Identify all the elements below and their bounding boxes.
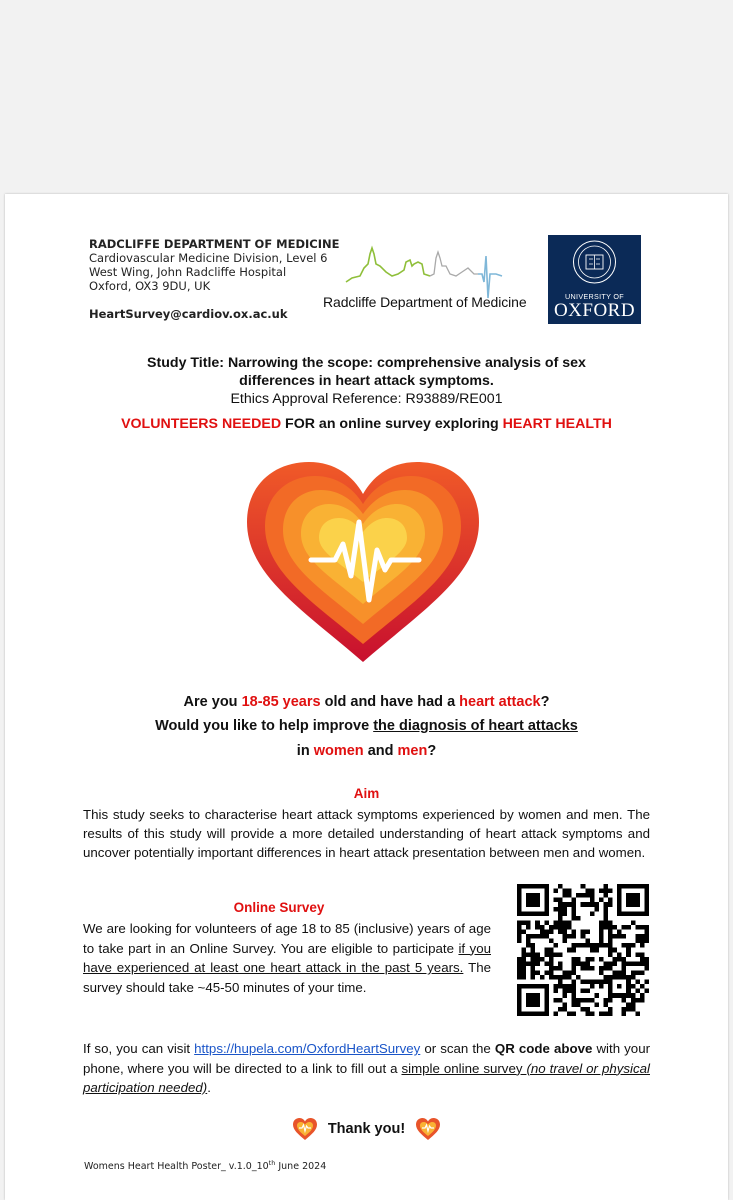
thank-you-text: Thank you! [327, 1120, 406, 1137]
oxford-line2: OXFORD [553, 300, 636, 321]
q-text: old and have had a [320, 694, 460, 710]
instructions-text [83, 1039, 650, 1098]
rdm-logo-text: Radcliffe Department of Medicine [323, 294, 527, 310]
department-name: RADCLIFFE DEPARTMENT OF MEDICINE [89, 237, 340, 251]
instr-part: If so, you can visit [83, 1041, 195, 1056]
online-survey-heading: Online Survey [233, 900, 325, 915]
q-text: ? [540, 694, 550, 710]
qr-code-text: QR code above [494, 1041, 593, 1056]
instr-part: with your phone, where you will be directed to a link to fill out a [83, 1041, 651, 1076]
survey-text-part: The survey should take ~45-50 minutes of your time. [83, 960, 491, 995]
poster-page [5, 194, 728, 1200]
qr-code-icon[interactable] [517, 884, 649, 1016]
oxford-crest-icon [548, 235, 641, 291]
men-text: men [397, 743, 428, 759]
women-text: women [313, 743, 364, 759]
small-heart-icon [415, 1117, 441, 1141]
survey-text [83, 919, 491, 997]
survey-link[interactable]: https://hupela.com/OxfordHeartSurvey [194, 1041, 421, 1056]
instr-part: . [207, 1080, 211, 1095]
age-range: 18-85 years [241, 694, 321, 710]
footer-text: June 2024 [275, 1161, 327, 1173]
survey-text-part: We are looking for volunteers of age 18 to 85 (inclusive) years of age to take part in an Online Survey. You are eligible to participate [83, 921, 491, 956]
diagnosis-text: the diagnosis of heart attacks [373, 718, 578, 734]
question-line-1 [5, 694, 728, 710]
instr-part: or scan the [420, 1041, 495, 1056]
q-text: in [296, 743, 314, 759]
oxford-logo [548, 235, 641, 324]
q-text: ? [427, 743, 437, 759]
study-title-line: Study Title: Narrowing the scope: comprehensive analysis of sex [147, 355, 586, 371]
q-text: and [363, 743, 398, 759]
heart-pulse-icon [243, 460, 483, 666]
aim-heading: Aim [353, 786, 380, 801]
no-travel-text: (no travel or physical participation needed) [83, 1060, 650, 1095]
volunteers-headline [5, 416, 728, 432]
heart-health-red: HEART HEALTH [502, 416, 612, 432]
eligibility-text: if you have experienced at least one heart attack in the past 5 years. [83, 940, 491, 975]
contact-email[interactable]: HeartSurvey@cardiov.ox.ac.uk [89, 307, 288, 321]
address-line: Cardiovascular Medicine Division, Level 6 [89, 251, 328, 265]
thanks-row [5, 1117, 728, 1141]
address-block [89, 237, 340, 321]
study-block [5, 354, 728, 408]
question-line-3 [5, 743, 728, 759]
volunteers-red: VOLUNTEERS NEEDED [121, 416, 282, 432]
question-line-2 [5, 718, 728, 734]
aim-text: This study seeks to characterise heart attack symptoms experienced by women and men. The results of this study will provide a more detailed understanding of heart attack symptoms and uncover potentially important differences in heart attack presentation between men and women. [83, 807, 650, 860]
q-text: Would you like to help improve [155, 718, 374, 734]
footer-sup: th [268, 1159, 276, 1167]
heart-attack-text: heart attack [459, 694, 541, 710]
address-line: Oxford, OX3 9DU, UK [89, 279, 211, 293]
ethics-reference: Ethics Approval Reference: R93889/RE001 [230, 391, 503, 407]
address-line: West Wing, John Radcliffe Hospital [89, 265, 287, 279]
simple-survey-text: simple online survey [401, 1060, 527, 1076]
study-title-line: differences in heart attack symptoms. [239, 373, 494, 389]
small-heart-icon [292, 1117, 318, 1141]
footer-text: Womens Heart Health Poster_ v.1.0_10 [84, 1161, 269, 1173]
oxford-line1: UNIVERSITY OF [565, 292, 624, 301]
volunteers-mid: FOR an online survey exploring [281, 416, 503, 432]
footer-version [84, 1159, 326, 1172]
q-text: Are you [183, 694, 242, 710]
